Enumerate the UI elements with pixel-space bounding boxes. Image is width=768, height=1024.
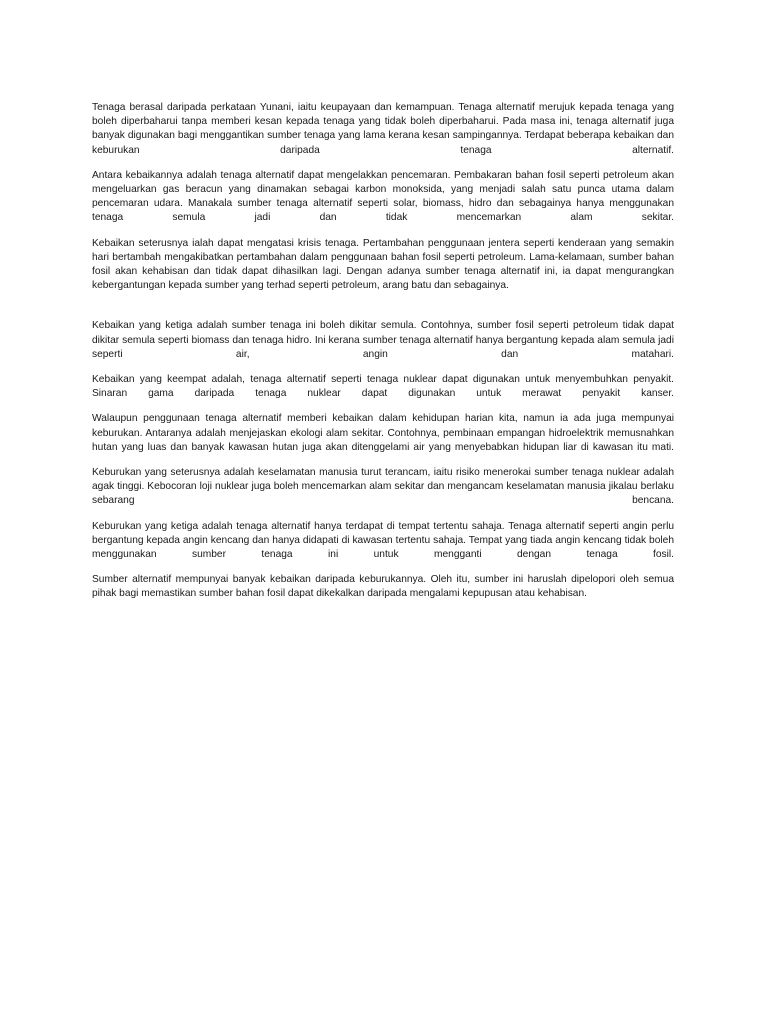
- paragraph-intro: Tenaga berasal daripada perkataan Yunani, iaitu keupayaan dan kemampuan. Tenaga alternatif merujuk kepada tenaga yang boleh diperbaharui tanpa memberi kesan kepada tenaga yang tidak boleh diperbaharui. Pada masa ini, tenaga alternatif juga banyak digunakan bagi menggantikan sumber tenaga yang lama kerana kesan sampingannya. Terdapat beberapa kebaikan dan keburukan daripada tenaga alternatif.: [92, 102, 674, 156]
- document-body: [92, 101, 674, 602]
- paragraph-conclusion: Sumber alternatif mempunyai banyak kebaikan daripada keburukannya. Oleh itu, sumber ini haruslah dipelopori oleh semua pihak bagi memastikan sumber bahan fosil dapat dikekalkan daripada mengalami kepupusan atau kehabisan.: [92, 574, 674, 600]
- paragraph-advantage-medical: Kebaikan yang keempat adalah, tenaga alternatif seperti tenaga nuklear dapat digunakan untuk menyembuhkan penyakit. Sinaran gama daripada tenaga nuklear dapat digunakan untuk merawat penyakit kanser.: [92, 374, 674, 400]
- paragraph-advantage-energy-crisis: Kebaikan seterusnya ialah dapat mengatasi krisis tenaga. Pertambahan penggunaan jentera seperti kenderaan yang semakin hari bertambah mengakibatkan pertambahan dalam penggunaan bahan fosil seperti petroleum. Lama-kelamaan, sumber bahan fosil akan kehabisan dan tidak dapat dihasilkan lagi. Dengan adanya sumber tenaga alternatif ini, ia dapat mengurangkan kebergantungan kepada sumber yang terhad seperti petroleum, arang batu dan sebagainya.: [92, 237, 674, 292]
- paragraph-disadvantage-location: Keburukan yang ketiga adalah tenaga alternatif hanya terdapat di tempat tertentu sahaja. Tenaga alternatif seperti angin perlu bergantung kepada angin kencang dan hanya didapati di kawasan tertentu sahaja. Tempat yang tiada angin kencang tidak boleh menggunakan sumber tenaga ini untuk mengganti dengan tenaga fosil.: [92, 520, 674, 561]
- paragraph-disadvantage-safety: Keburukan yang seterusnya adalah keselamatan manusia turut terancam, iaitu risiko menerokai sumber tenaga nuklear adalah agak tinggi. Kebocoran loji nuklear juga boleh mencemarkan alam sekitar dan mengancam keselamatan manusia jikalau berlaku sebarang bencana.: [92, 467, 674, 507]
- paragraph-advantage-recyclable: Kebaikan yang ketiga adalah sumber tenaga ini boleh dikitar semula. Contohnya, sumber fosil seperti petroleum tidak dapat dikitar semula seperti biomass dan tenaga hidro. Ini kerana sumber tenaga alternatif hanya bergantung kepada alam semula jadi seperti air, angin dan matahari.: [92, 320, 674, 360]
- paragraph-disadvantage-ecology: Walaupun penggunaan tenaga alternatif memberi kebaikan dalam kehidupan harian kita, namun ia ada juga mempunyai keburukan. Antaranya adalah menjejaskan ekologi alam sekitar. Contohnya, pembinaan empangan hidroelektrik memusnahkan hutan yang luas dan banyak kawasan hutan juga akan ditenggelami air yang menyebabkan hidupan liar di kawasan itu mati.: [92, 413, 674, 453]
- paragraph-advantage-pollution: Antara kebaikannya adalah tenaga alternatif dapat mengelakkan pencemaran. Pembakaran bahan fosil seperti petroleum akan mengeluarkan gas beracun yang dinamakan sebagai karbon monoksida, yang menjadi salah satu punca utama dalam pencemaran udara. Manakala sumber tenaga alternatif seperti solar, biomass, hidro dan sebagainya hanya menggunakan tenaga semula jadi dan tidak mencemarkan alam sekitar.: [92, 169, 674, 224]
